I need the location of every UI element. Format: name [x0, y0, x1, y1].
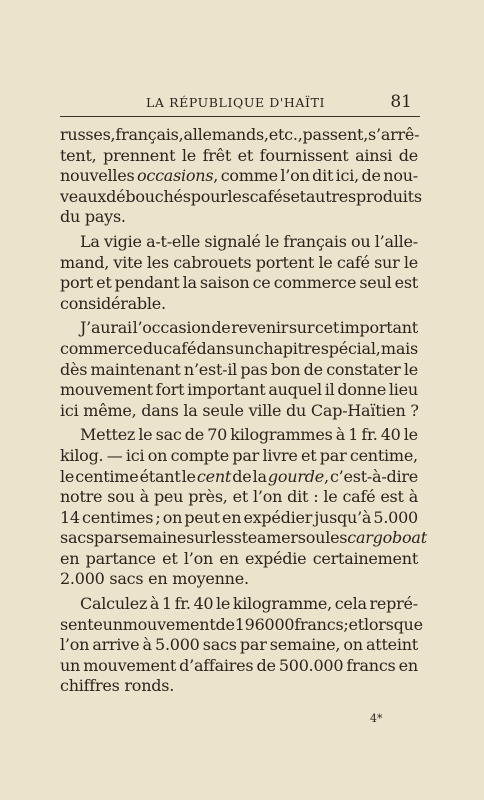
text-line: nouvelles occasions, comme l’on dit ici, de nou- [60, 166, 418, 186]
text-line: tent, prennent le frêt et fournissent ainsi de [60, 145, 418, 165]
text-line: veaux débouchés pour les cafés et autres produits [60, 186, 422, 206]
page-number: 81 [390, 92, 412, 112]
text-line: sente un mouvement de 196 000 francs ; et lorsque [60, 614, 423, 634]
text-line: un mouvement d’affaires de 500.000 francs en [60, 655, 418, 675]
text-line: considérable. [60, 293, 166, 313]
text-line: du pays. [60, 207, 126, 227]
text-line: sacs par semaine sur les steamers ou les cargoboat [60, 528, 427, 548]
body-text [60, 125, 427, 697]
text-line: Calculez à 1 fr. 40 le kilogramme, cela repré- [80, 594, 418, 614]
text-line: russes, français, allemands, etc., passent, s’arrê- [60, 125, 420, 144]
text-line: 14 centimes ; on peut en expédier jusqu’à 5.000 [60, 507, 418, 527]
paragraph [60, 594, 423, 697]
text-line: le centime étant le cent de la gourde, c’est-à-dire [60, 466, 418, 486]
header-rule [60, 116, 420, 117]
text-line: chiffres ronds. [60, 676, 175, 696]
paragraph [60, 232, 418, 314]
text-line: 2.000 sacs en moyenne. [60, 569, 249, 589]
text-line: dès maintenant n’est-il pas bon de constater le [60, 359, 418, 379]
text-line: notre sou à peu près, et l’on dit : le café est à [60, 487, 418, 507]
paragraph [60, 318, 418, 421]
text-line: mouvement fort important auquel il donne lieu [60, 380, 418, 400]
text-line: en partance et l’on en expédie certainement [60, 548, 418, 568]
text-line: kilog. — ici on compte par livre et par centime, [60, 445, 418, 465]
text-line: mand, vite les cabrouets portent le café sur le [60, 252, 418, 272]
running-head [60, 92, 420, 120]
running-title: LA RÉPUBLIQUE D'HAÏTI [146, 95, 326, 110]
text-line: commerce du café dans un chapitre spécial, mais [60, 338, 418, 358]
paragraph [60, 425, 427, 590]
text-line: l’on arrive à 5.000 sacs par semaine, on atteint [60, 635, 418, 655]
text-line: ici même, dans la seule ville du Cap-Haïtien ? [60, 400, 419, 420]
signature-mark: 4* [370, 712, 383, 725]
text-line: port et pendant la saison ce commerce seul est [60, 273, 418, 293]
paragraph [60, 125, 422, 228]
text-line: J’aurai l’occasion de revenir sur cet important [80, 318, 418, 338]
text-line: Mettez le sac de 70 kilogrammes à 1 fr. 40 le [80, 425, 418, 445]
text-line: La vigie a-t-elle signalé le français ou l’alle- [80, 231, 418, 251]
